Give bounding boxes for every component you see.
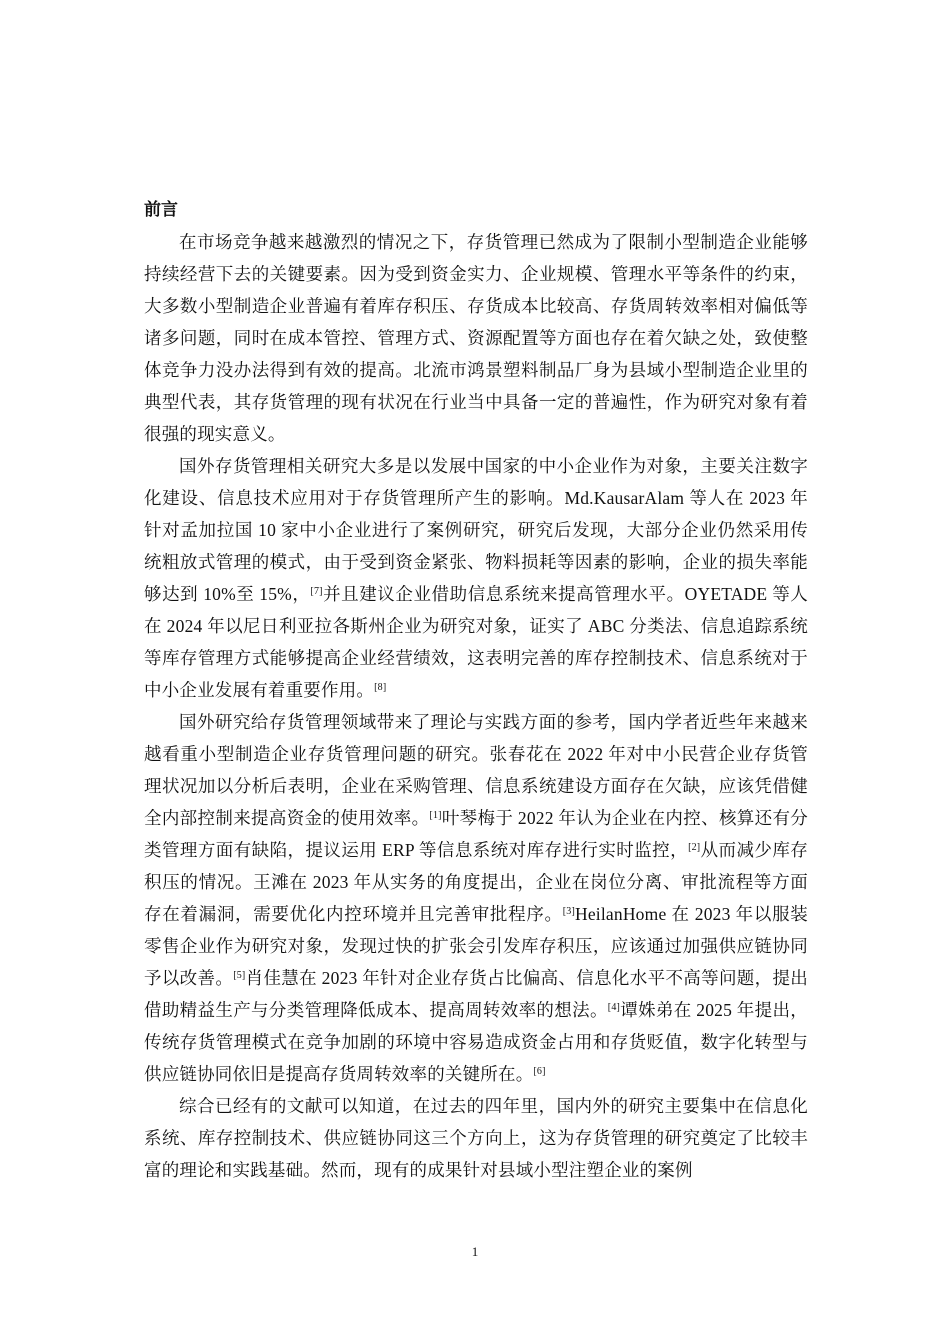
paragraph-text: 叶琴梅于 2022 年认为企业在内控、核算还有分类管理方面有缺陷，提议运用 ERP 等信息系统对库存进行实时监控， bbox=[144, 808, 808, 860]
body-paragraph bbox=[144, 1090, 808, 1186]
citation-marker: [2] bbox=[688, 842, 701, 853]
citation-marker: [5] bbox=[233, 970, 246, 981]
paragraph-text: 国外研究给存货管理领域带来了理论与实践方面的参考，国内学者近些年来越来越看重小型制造企业存货管理问题的研究。张春花在 2022 年对中小民营企业存货管理状况加以分析后表明，企业在采购管理、信息系统建设方面存在欠缺，应该凭借健全内部控制来提高资金的使用效率。 bbox=[144, 712, 808, 828]
page-number: 1 bbox=[471, 1244, 479, 1259]
citation-marker: [7] bbox=[310, 586, 323, 597]
paragraph-text: 从而减少库存积压的情况。王滩在 2023 年从实务的角度提出，企业在岗位分离、审批流程等方面存在着漏洞，需要优化内控环境并且完善审批程序。 bbox=[144, 840, 808, 924]
paragraph-text: 肖佳慧在 2023 年针对企业存货占比偏高、信息化水平不高等问题，提出借助精益生产与分类管理降低成本、提高周转效率的想法。 bbox=[144, 968, 809, 1020]
paragraph-text: 综合已经有的文献可以知道，在过去的四年里，国内外的研究主要集中在信息化系统、库存控制技术、供应链协同这三个方向上，这为存货管理的研究奠定了比较丰富的理论和实践基础。然而，现有的成果针对县域小型注塑企业的案例 bbox=[144, 1096, 808, 1180]
section-heading: 前言 bbox=[144, 200, 178, 220]
citation-marker: [1] bbox=[429, 810, 442, 821]
body-paragraph bbox=[144, 706, 808, 1090]
citation-marker: [8] bbox=[374, 682, 387, 693]
citation-marker: [3] bbox=[562, 906, 575, 917]
paragraph-text: 并且建议企业借助信息系统来提高管理水平。OYETADE 等人在 2024 年以尼日利亚拉各斯州企业为研究对象，证实了 ABC 分类法、信息追踪系统等库存管理方式能够提高企业经营绩效，这表明完善的库存控制技术、信息系统对于中小企业发展有着重要作用。 bbox=[144, 584, 808, 700]
citation-marker: [6] bbox=[533, 1066, 546, 1077]
paragraph-text: 谭姝弟在 2025 年提出，传统存货管理模式在竞争加剧的环境中容易造成资金占用和存货贬值，数字化转型与供应链协同依旧是提高存货周转效率的关键所在。 bbox=[144, 1000, 808, 1084]
body-paragraph bbox=[144, 226, 808, 450]
page-content bbox=[144, 194, 808, 1186]
paragraph-text: 在市场竞争越来越激烈的情况之下，存货管理已然成为了限制小型制造企业能够持续经营下去的关键要素。因为受到资金实力、企业规模、管理水平等条件的约束，大多数小型制造企业普遍有着库存积压、存货成本比较高、存货周转效率相对偏低等诸多问题，同时在成本管控、管理方式、资源配置等方面也存在着欠缺之处，致使整体竞争力没办法得到有效的提高。北流市鸿景塑料制品厂身为县域小型制造企业里的典型代表，其存货管理的现有状况在行业当中具备一定的普遍性，作为研究对象有着很强的现实意义。 bbox=[144, 232, 808, 444]
paragraph-text: 国外存货管理相关研究大多是以发展中国家的中小企业作为对象，主要关注数字化建设、信息技术应用对于存货管理所产生的影响。Md.KausarAlam 等人在 2023 年针对孟加拉国 10 家中小企业进行了案例研究，研究后发现，大部分企业仍然采用传统粗放式管理的模式，由于受到资金紧张、物料损耗等因素的影响，企业的损失率能够达到 10%至 15%， bbox=[144, 456, 808, 604]
paragraph-text: HeilanHome 在 2023 年以服装零售企业作为研究对象，发现过快的扩张会引发库存积压，应该通过加强供应链协同予以改善。 bbox=[144, 904, 808, 988]
citation-marker: [4] bbox=[607, 1002, 621, 1013]
body-paragraph bbox=[144, 450, 808, 706]
body-text bbox=[144, 226, 808, 1186]
